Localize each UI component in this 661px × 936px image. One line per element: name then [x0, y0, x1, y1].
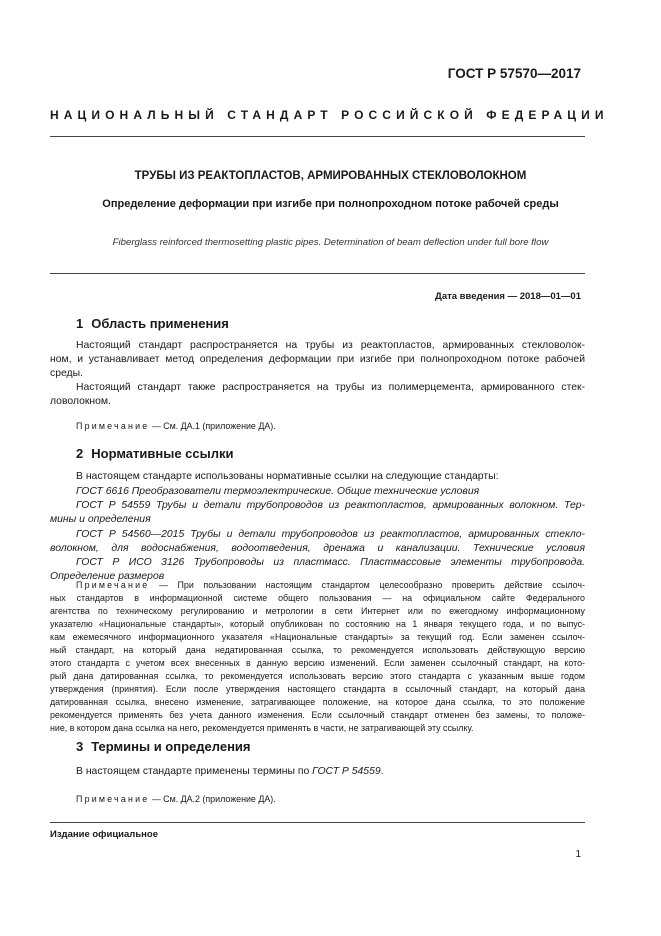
document-code: ГОСТ Р 57570—2017: [447, 66, 581, 81]
reference-item: ГОСТ Р ИСО 3126 Трубопроводы из пластмасс. Пластмассовые элементы трубопровода.: [76, 557, 585, 569]
text-line: Настоящий стандарт также распространяется на трубы из полимерцемента, армированного стек-: [76, 382, 585, 393]
section-number: 1: [76, 316, 84, 331]
section-title: Нормативные ссылки: [91, 446, 234, 461]
header-rule: [50, 136, 585, 137]
note-line: датированная ссылка, внесено изменение, затрагивающее положение, на которое дана ссылка, то это положение: [50, 697, 585, 707]
section-number: 2: [76, 446, 84, 461]
reference-list: [50, 485, 585, 584]
text-line: Настоящий стандарт распространяется на трубы из реактопластов, армированных стекловолок-: [76, 340, 585, 351]
note-line: ние, в котором дана ссылка на него, рекомендуется применять в части, не затрагивающей эту ссылку.: [50, 723, 474, 733]
text-suffix: .: [380, 766, 384, 777]
note-line: кам ежемесячного информационного указателя «Национальные стандарты» за текущий год. Если заменен ссылоч-: [50, 632, 585, 642]
text-prefix: В настоящем стандарте применены термины по: [76, 766, 313, 777]
reference-item-continued: мины и определения: [50, 514, 151, 526]
section-3-paragraph: [50, 765, 585, 779]
reference-item: ГОСТ Р 54560—2015 Трубы и детали трубопроводов из реактопластов, армированных стекло-: [76, 528, 585, 540]
text-line: ном, и устанавливает метод определения деформации при изгибе при полнопроходном потоке рабочей: [50, 354, 585, 366]
edition-label: Издание официальное: [50, 829, 158, 840]
standard-reference: ГОСТ Р 54559: [312, 766, 381, 777]
note-line: рый дана датированная ссылка, то рекомендуется использовать версию этого стандарта с указанным выше годом: [50, 671, 585, 681]
section-1-paragraph-1: [50, 339, 585, 382]
note-line: утверждения (принятия). Если после утверждения настоящего стандарта в ссылочный стандарт, на который дана: [50, 684, 585, 694]
title-rule: [50, 273, 585, 274]
text-line: [50, 765, 585, 779]
note-text: — См. ДА.1 (приложение ДА).: [149, 421, 276, 431]
document-subtitle: Определение деформации при изгибе при полнопроходном потоке рабочей среды: [102, 198, 559, 210]
note-line: агентства по техническому регулированию и метрологии в сети Интернет или по ежегодному информационному: [50, 606, 585, 616]
section-2-intro: [50, 470, 585, 484]
note-line: ный стандарт, на который дана недатированная ссылка, то рекомендуется использовать действующую версию: [50, 645, 585, 655]
text-line: среды.: [50, 368, 83, 380]
note-line: [50, 579, 585, 592]
section-1-paragraph-2: [50, 381, 585, 409]
section-3-note: [76, 793, 586, 806]
note-line: рекомендуется применять без учета данного изменения. Если ссылочный стандарт отменен без замены, то положе-: [50, 710, 585, 720]
note-label: Примечание: [76, 580, 150, 590]
section-title: Область применения: [91, 316, 229, 331]
introduction-date: Дата введения — 2018—01—01: [435, 291, 581, 302]
reference-item: ГОСТ Р 54559 Трубы и детали трубопроводов из реактопластов, армированных волокном. Тер-: [76, 500, 585, 512]
national-standard-banner: НАЦИОНАЛЬНЫЙ СТАНДАРТ РОССИЙСКОЙ ФЕДЕРАЦИИ: [50, 108, 609, 122]
reference-item-continued: волокном, для водоснабжения, водоотведения, дренажа и канализации. Технические условия: [50, 542, 585, 554]
footer-rule: [50, 822, 585, 823]
note-text: — При пользовании настоящим стандартом целесообразно проверить действие ссылоч-: [149, 580, 585, 590]
page-number: 1: [575, 849, 581, 860]
note-label: Примечание: [76, 794, 150, 804]
reference-item-continued: Определение размеров: [50, 571, 165, 583]
note-label: Примечание: [76, 421, 150, 431]
document-title: ТРУБЫ ИЗ РЕАКТОПЛАСТОВ, АРМИРОВАННЫХ СТЕКЛОВОЛОКНОМ: [134, 170, 527, 182]
section-1-heading: [76, 316, 229, 331]
section-2-note: [50, 579, 585, 735]
section-number: 3: [76, 739, 84, 754]
reference-item: ГОСТ 6616 Преобразователи термоэлектрические. Общие технические условия: [76, 486, 480, 497]
text-line: ловолокном.: [50, 396, 111, 408]
note-text: — См. ДА.2 (приложение ДА).: [149, 794, 276, 804]
text-line: В настоящем стандарте использованы нормативные ссылки на следующие стандарты:: [76, 471, 499, 482]
note-line: этого стандарта с учетом всех внесенных в данную версию изменений. Если заменен ссылочный стандарт, на кото-: [50, 658, 585, 668]
note-line: указателю «Национальные стандарты», который опубликован по состоянию на 1 января текущего года, и по выпус-: [50, 619, 585, 629]
section-1-note: [76, 420, 586, 433]
section-title: Термины и определения: [91, 739, 251, 754]
section-3-heading: [76, 739, 251, 754]
note-line: ных стандартов в информационной системе общего пользования — на официальном сайте Федерального: [50, 593, 585, 603]
section-2-heading: [76, 446, 233, 461]
english-title: Fiberglass reinforced thermosetting plastic pipes. Determination of beam deflection under full bore flow: [112, 237, 549, 248]
